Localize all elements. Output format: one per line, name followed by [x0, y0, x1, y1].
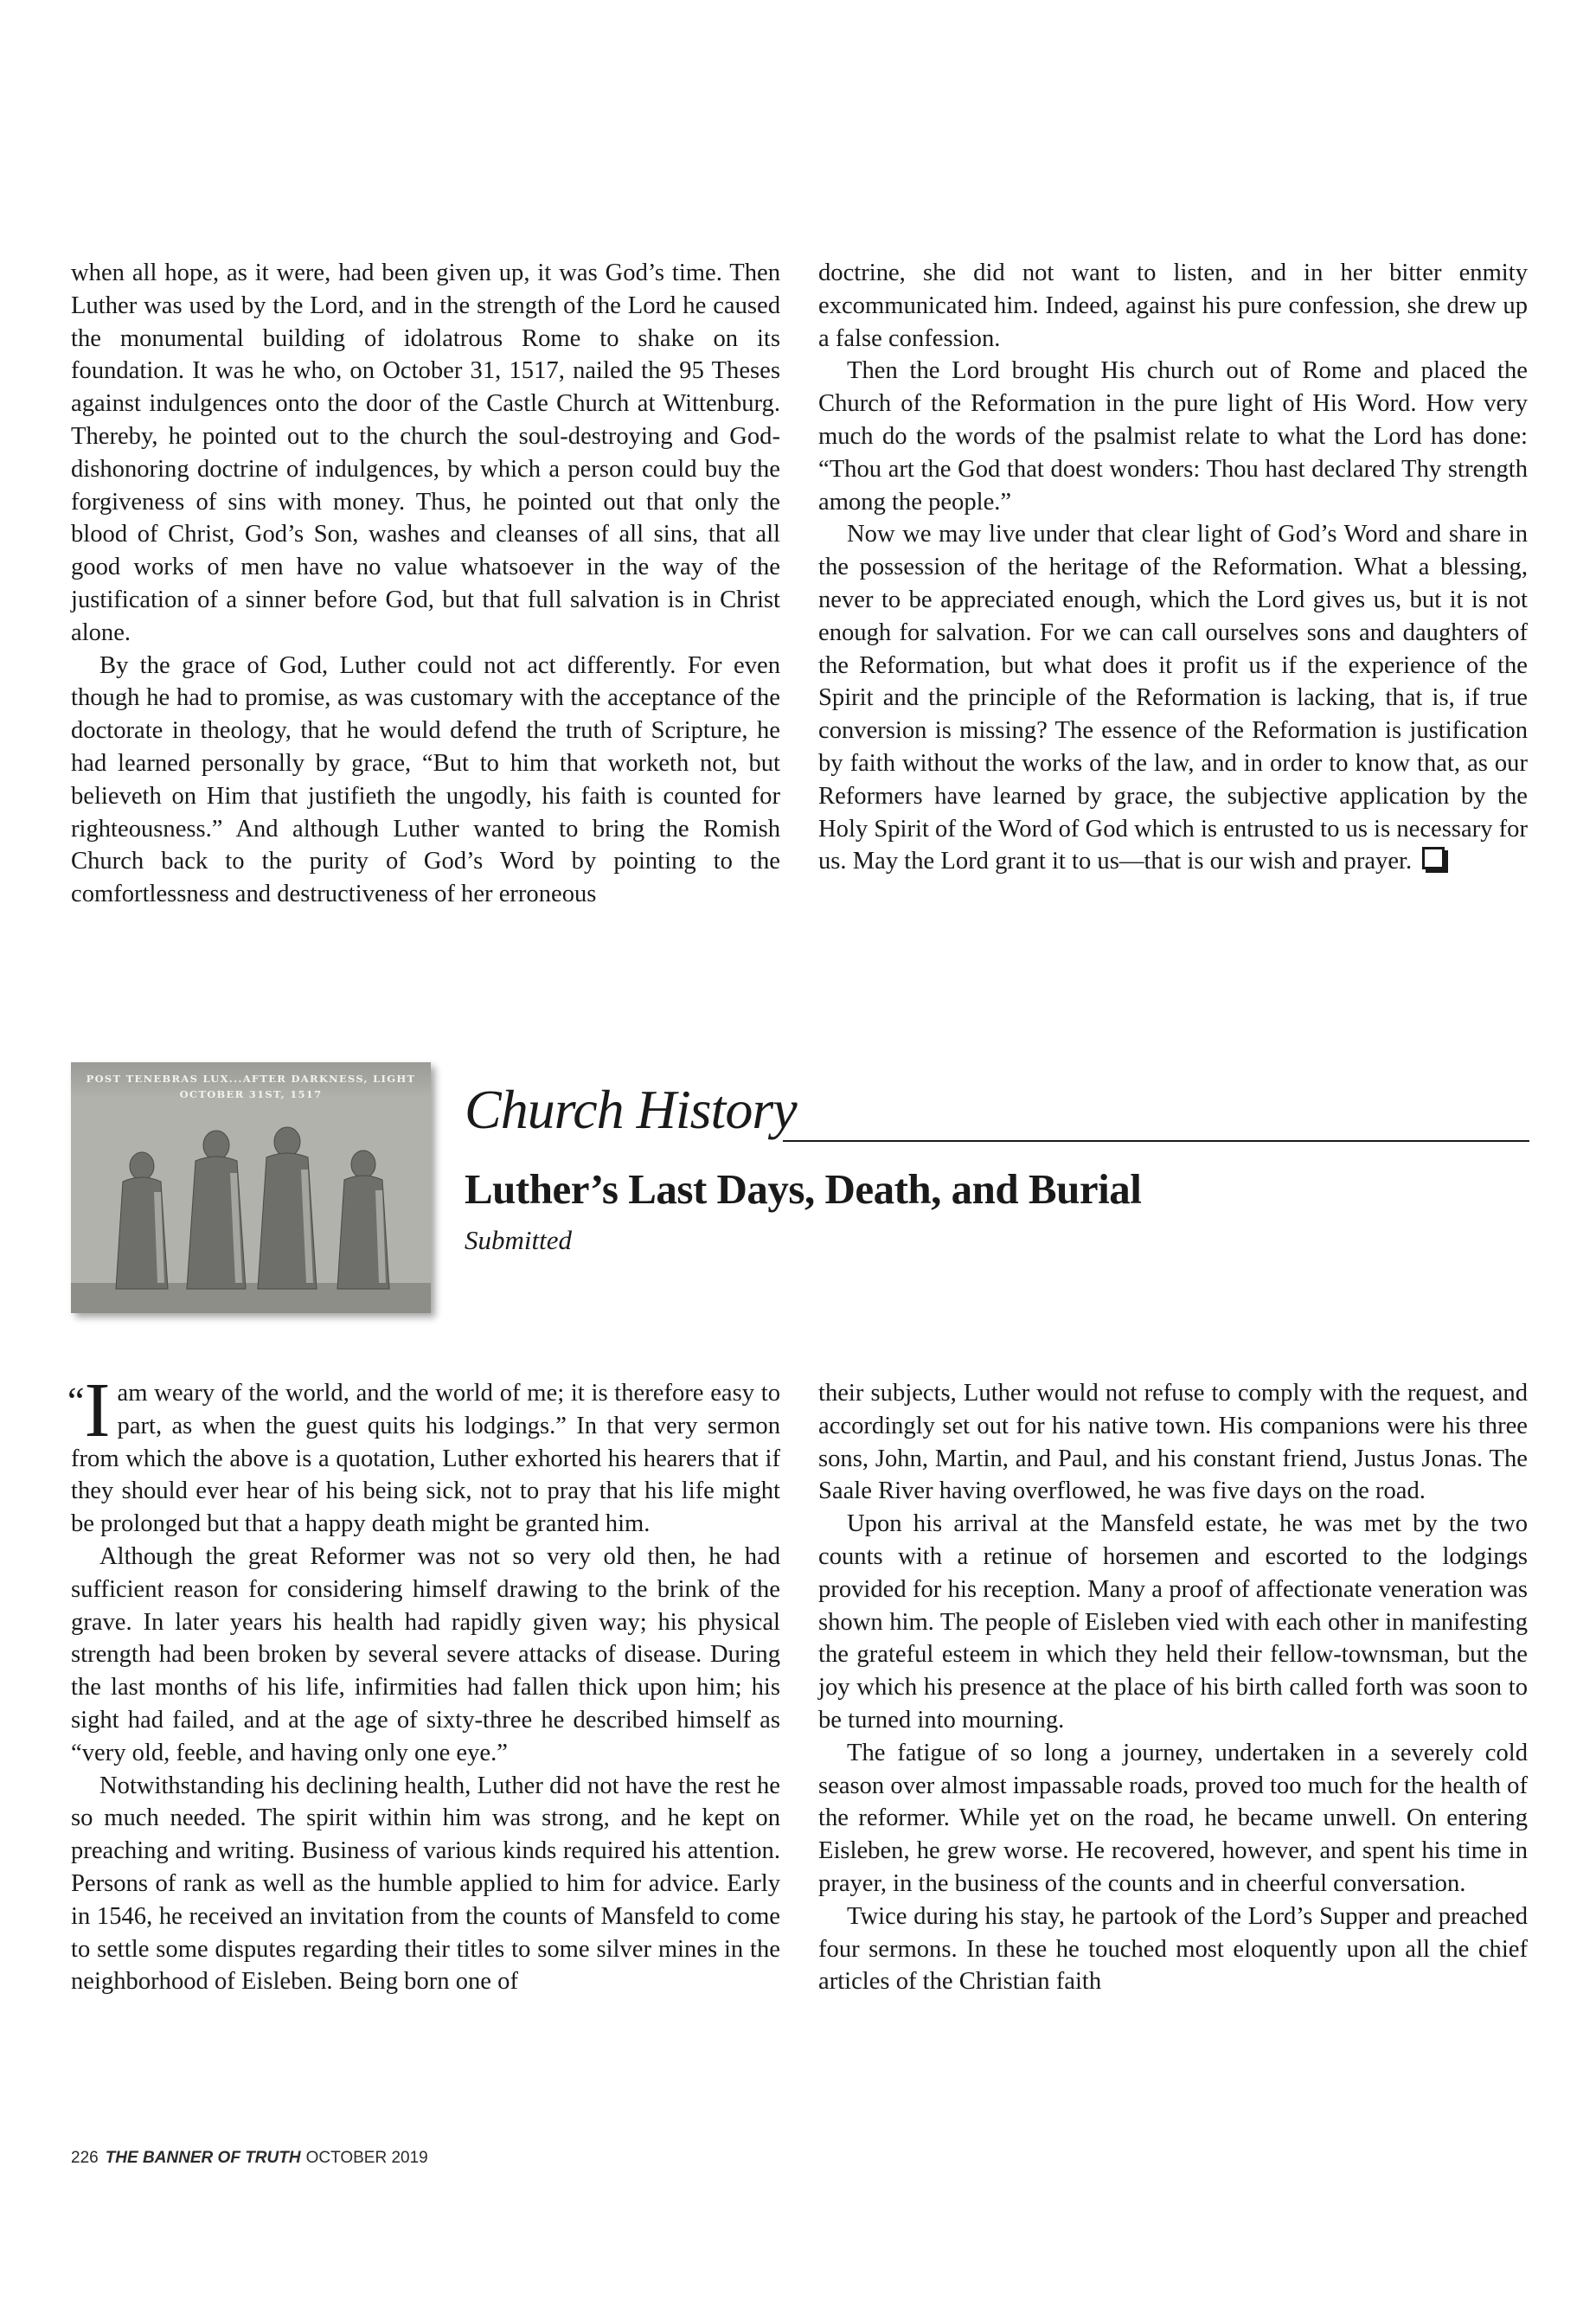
section-title: Church History: [465, 1079, 797, 1140]
paragraph: Twice during his stay, he partook of the Lord’s Supper and preached four sermons. In these he touched most eloquently upon all the chief articles of the Christian faith: [818, 1902, 1528, 1996]
paragraph: [818, 518, 1528, 878]
paragraph-text: Now we may live under that clear light of God’s Word and share in the possession of the heritage of the Reformation. What a blessing, never to be appreciated enough, which the Lord gives us, but it is not enough for salvation. For we can call ourselves sons and daughters of the Reformation, but what does it profit us if the experience of the Spirit and the principle of the Reformation is lacking, that is, if true conversion is missing? The essence of the Reformation is justification by faith without the works of the law, and in order to know that, as our Reformers have learned by grace, the subjective application by the Holy Spirit of the Word of God which is entrusted to us is necessary for us. May the Lord grant it to us—that is our wish and prayer.: [818, 521, 1528, 875]
drop-cap-quote: “: [67, 1380, 85, 1422]
bottom-right-column: [818, 1377, 1528, 1998]
inscription-line: POST TENEBRAS LUX...AFTER DARKNESS, LIGHT: [86, 1073, 416, 1085]
photo-inscription: [71, 1071, 431, 1102]
end-of-article-icon: [1422, 847, 1445, 869]
issue-date: OCTOBER 2019: [305, 2149, 428, 2167]
paragraph: Upon his arrival at the Mansfeld estate, he was met by the two counts with a retinue of horsemen and escorted to the lodgings provided for his reception. Many a proof of affectionate veneration was shown him. The people of Eisleben vied with each other in manifesting the grateful esteem in which they held their fellow-townsman, but the joy which his presence at the place of his birth called forth was soon to be turned into mourning.: [818, 1510, 1528, 1734]
article-byline: Submitted: [465, 1225, 572, 1255]
drop-cap: [67, 1368, 111, 1453]
paragraph: doctrine, she did not want to listen, and in her bitter enmity excommunicated him. Indeed, against his pure confession, she drew up a false confession.: [818, 260, 1528, 352]
paragraph: when all hope, as it were, had been given up, it was God’s time. Then Luther was used by the Lord, and in the strength of the Lord he caused the monumental building of idolatrous Rome to shake on its foundation. It was he who, on October 31, 1517, nailed the 95 Theses against indulgences onto the door of the Castle Church at Wittenburg. Thereby, he pointed out to the church the soul-destroying and God-dishonoring doctrine of indulgences, by which a person could buy the forgiveness of sins with money. Thus, he pointed out that only the blood of Christ, God’s Son, washes and cleanses of all sins, that all good works of men have no value whatsoever in the way of the justification of a sinner before God, but that full salvation is in Christ alone.: [71, 260, 780, 646]
paragraph: Notwithstanding his declining health, Luther did not have the rest he so much needed. The spirit within him was strong, and he kept on preaching and writing. Business of various kinds required his attention. Persons of rank as well as the humble applied to him for advice. Early in 1546, he received an invitation from the counts of Mansfeld to come to settle some disputes regarding their titles to some silver mines in the neighborhood of Eisleben. Being born one of: [71, 1772, 780, 1996]
drop-cap-letter: I: [84, 1368, 111, 1453]
reformation-wall-photo: [71, 1062, 431, 1313]
paragraph: Although the great Reformer was not so very old then, he had sufficient reason for considering himself drawing to the brink of the grave. In later years his health had rapidly given way; his physical strength had been broken by several severe attacks of disease. During the last months of his life, infirmities had fallen thick upon him; his sight had failed, and at the age of sixty-three he described himself as “very old, feeble, and having only one eye.”: [71, 1542, 780, 1766]
paragraph: Then the Lord brought His church out of Rome and placed the Church of the Reformation in the pure light of His Word. How very much do the words of the psalmist relate to what the Lord has done: “Thou art the God that doest wonders: Thou hast declared Thy strength among the people.”: [818, 357, 1528, 516]
article-title: Luther’s Last Days, Death, and Burial: [465, 1165, 1142, 1213]
paragraph: their subjects, Luther would not refuse to comply with the request, and accordingly set out for his native town. His companions were his three sons, John, Martin, and Paul, and his constant friend, Justus Jonas. The Saale River having overflowed, he was five days on the road.: [818, 1380, 1528, 1505]
paragraph: [67, 1368, 780, 1541]
title-rule: [783, 1140, 1529, 1142]
top-right-column: [818, 257, 1528, 878]
top-left-column: [71, 257, 780, 911]
inscription-line: OCTOBER 31ST, 1517: [179, 1088, 323, 1100]
magazine-name: THE BANNER OF TRUTH: [105, 2149, 301, 2167]
page-footer: [71, 2148, 428, 2169]
paragraph-text: am weary of the world, and the world of me; it is therefore easy to part, as when the guest quits his lodgings.” In that very sermon from which the above is a quotation, Luther exhorted his hearers that if they should ever hear of his being sick, not to pray that his life might be prolonged but that a happy death might be granted him.: [71, 1380, 780, 1538]
page-number: 226: [71, 2149, 99, 2167]
bottom-left-column: [67, 1368, 780, 1998]
paragraph: By the grace of God, Luther could not act differently. For even though he had to promise, as was customary with the acceptance of the doctorate in theology, that he would defend the truth of Scripture, he had learned personally by grace, “But to him that worketh not, but believeth on Him that justifieth the ungodly, his faith is counted for righteousness.” And although Luther wanted to bring the Romish Church back to the purity of God’s Word by pointing to the comfortlessness and destructiveness of her erroneous: [71, 651, 780, 908]
paragraph: The fatigue of so long a journey, undertaken in a severely cold season over almost impassable roads, proved too much for the health of the reformer. While yet on the road, he became unwell. On entering Eisleben, he grew worse. He recovered, however, and spent his time in prayer, in the business of the counts and in cheerful conversation.: [818, 1739, 1528, 1897]
